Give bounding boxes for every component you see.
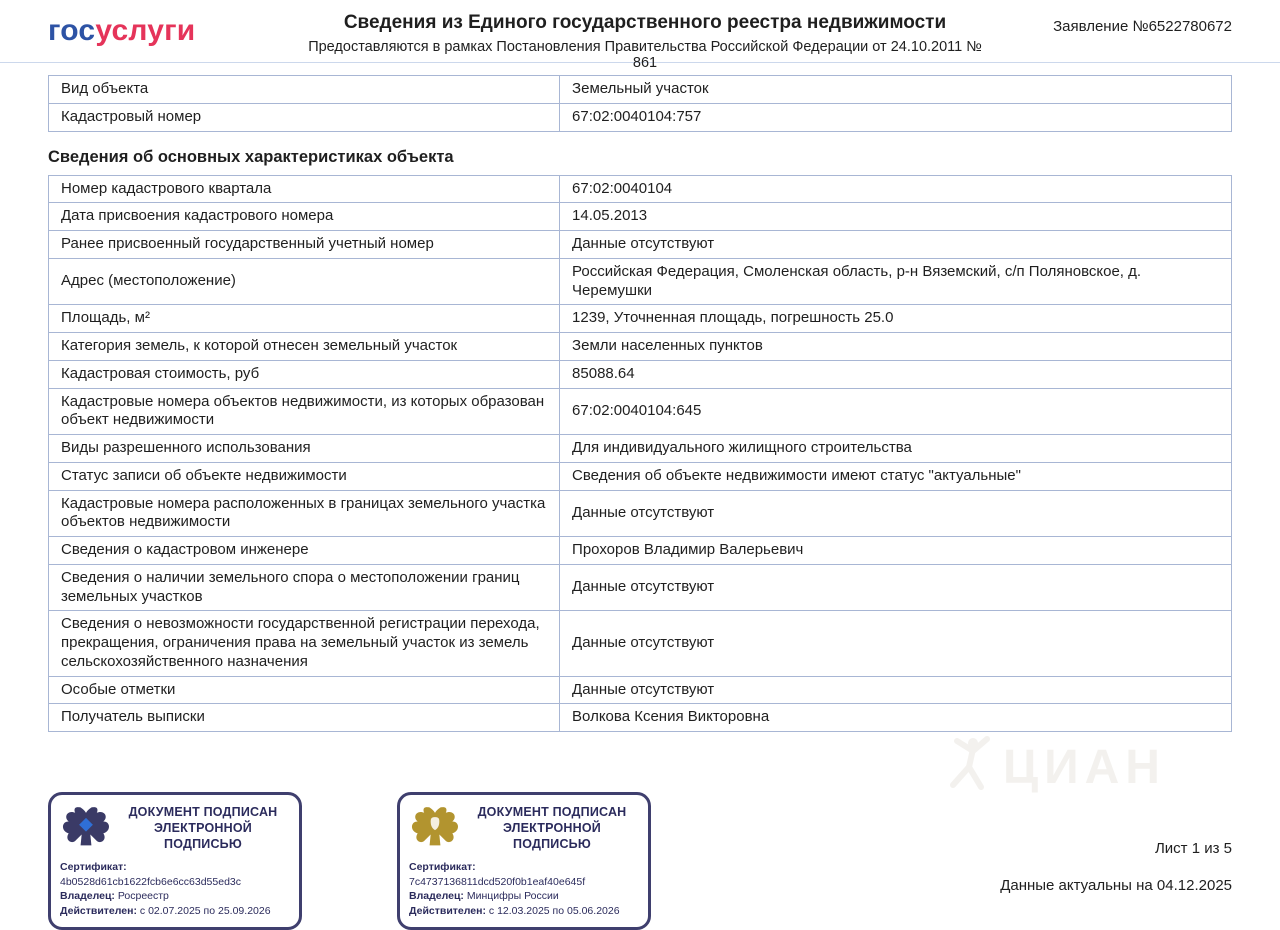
row-value: Данные отсутствуют [560,231,1232,259]
stamp-owner-line [409,889,639,904]
owner-label: Владелец: [60,890,115,903]
stamp-certificate-line [60,860,290,889]
row-value: Земли населенных пунктов [560,333,1232,361]
row-value: Для индивидуального жилищного строительства [560,435,1232,463]
row-value: Данные отсутствуют [560,564,1232,611]
application-number: Заявление №6522780672 [1053,18,1232,35]
section-title: Сведения об основных характеристиках объекта [48,147,454,166]
row-label: Получатель выписки [49,704,560,732]
owner-value: Росреестр [117,890,169,903]
row-label: Кадастровый номер [49,103,560,131]
validity-label: Действителен: [60,905,137,918]
stamp-details [60,860,290,919]
row-value: Российская Федерация, Смоленская область, р-н Вяземский, с/п Поляновское, д. Черемушки [560,258,1232,305]
validity-value: с 02.07.2025 по 25.09.2026 [139,905,271,918]
object-summary-table [48,75,1232,132]
table-row [49,676,1232,704]
stamp-title: ДОКУМЕНТ ПОДПИСАН ЭЛЕКТРОННОЙ ПОДПИСЬЮ [128,804,278,852]
document-subtitle: Предоставляются в рамках Постановления Правительства Российской Федерации от 24.10.2011 № 861 [308,39,982,71]
certificate-value: 4b0528d61cb1622fcb6e6cc63d55ed3c [60,875,241,888]
table-row [49,704,1232,732]
table-row [49,76,1232,104]
table-row [49,175,1232,203]
gosuslugi-logo-red-part: услуги [95,14,196,47]
row-label: Сведения о невозможности государственной регистрации перехода, прекращения, ограничения права на земельный участок из земель сельскохозяйственного назначения [49,611,560,676]
validity-label: Действителен: [409,905,486,918]
row-label: Кадастровая стоимость, руб [49,360,560,388]
main-characteristics-table [48,175,1232,733]
table-row [49,462,1232,490]
stamp-header [60,802,290,854]
row-label: Адрес (местоположение) [49,258,560,305]
row-value: Данные отсутствуют [560,611,1232,676]
row-label: Статус записи об объекте недвижимости [49,462,560,490]
row-value: 14.05.2013 [560,203,1232,231]
certificate-label: Сертификат: [409,861,476,873]
stamp-owner-line [60,889,290,904]
table-row [49,333,1232,361]
row-value: Прохоров Владимир Валерьевич [560,537,1232,565]
row-label: Виды разрешенного использования [49,435,560,463]
row-value: Данные отсутствуют [560,490,1232,537]
row-value: 1239, Уточненная площадь, погрешность 25.0 [560,305,1232,333]
row-label: Вид объекта [49,76,560,104]
row-label: Номер кадастрового квартала [49,175,560,203]
header-title-block [298,8,992,71]
row-label: Кадастровые номера объектов недвижимости, из которых образован объект недвижимости [49,388,560,435]
table-row [49,564,1232,611]
row-value: 67:02:0040104:757 [560,103,1232,131]
document-footer [0,792,1280,930]
signature-stamp-mintsifry [397,792,651,930]
row-value: 67:02:0040104 [560,175,1232,203]
document-header [0,0,1280,71]
table-row [49,231,1232,259]
gosuslugi-logo-blue-part: гос [48,14,96,47]
signature-stamp-rosreestr [48,792,302,930]
certificate-label: Сертификат: [60,861,127,873]
table-row [49,258,1232,305]
table-row [49,388,1232,435]
row-value: Волкова Ксения Викторовна [560,704,1232,732]
table-row [49,305,1232,333]
table-row [49,611,1232,676]
stamp-title: ДОКУМЕНТ ПОДПИСАН ЭЛЕКТРОННОЙ ПОДПИСЬЮ [477,804,627,852]
stamp-details [409,860,639,919]
table-row [49,537,1232,565]
rosreestr-eagle-icon [60,802,112,854]
document-body [0,75,1280,732]
row-label: Сведения о кадастровом инженере [49,537,560,565]
stamp-validity-line [60,904,290,919]
validity-value: с 12.03.2025 по 05.06.2026 [488,905,620,918]
footer-right-block [1000,792,1232,894]
row-label: Особые отметки [49,676,560,704]
certificate-value: 7c4737136811dcd520f0b1eaf40e645f [409,875,586,888]
row-value: 85088.64 [560,360,1232,388]
owner-label: Владелец: [409,890,464,903]
table-row [49,103,1232,131]
table-row [49,203,1232,231]
gosuslugi-logo [48,14,298,48]
table-row [49,490,1232,537]
row-value: 67:02:0040104:645 [560,388,1232,435]
row-value: Сведения об объекте недвижимости имеют статус "актуальные" [560,462,1232,490]
row-label: Сведения о наличии земельного спора о местоположении границ земельных участков [49,564,560,611]
page-indicator: Лист 1 из 5 [1154,840,1232,857]
stamp-header [409,802,639,854]
row-label: Кадастровые номера расположенных в границах земельного участка объектов недвижимости [49,490,560,537]
stamp-certificate-line [409,860,639,889]
table-row [49,435,1232,463]
document-title: Сведения из Единого государственного реестра недвижимости [343,12,947,33]
cian-figure-icon [945,733,997,795]
russia-coat-of-arms-icon [409,802,461,854]
row-label: Площадь, м² [49,305,560,333]
owner-value: Минцифры России [466,890,559,903]
row-label: Дата присвоения кадастрового номера [49,203,560,231]
cian-watermark-text: ЦИАН [1003,741,1166,794]
row-value: Данные отсутствуют [560,676,1232,704]
row-label: Категория земель, к которой отнесен земельный участок [49,333,560,361]
row-label: Ранее присвоенный государственный учетный номер [49,231,560,259]
table-row [49,360,1232,388]
stamp-validity-line [409,904,639,919]
cian-watermark [945,733,1166,795]
data-actuality-date: Данные актуальны на 04.12.2025 [1000,877,1232,894]
row-value: Земельный участок [560,76,1232,104]
